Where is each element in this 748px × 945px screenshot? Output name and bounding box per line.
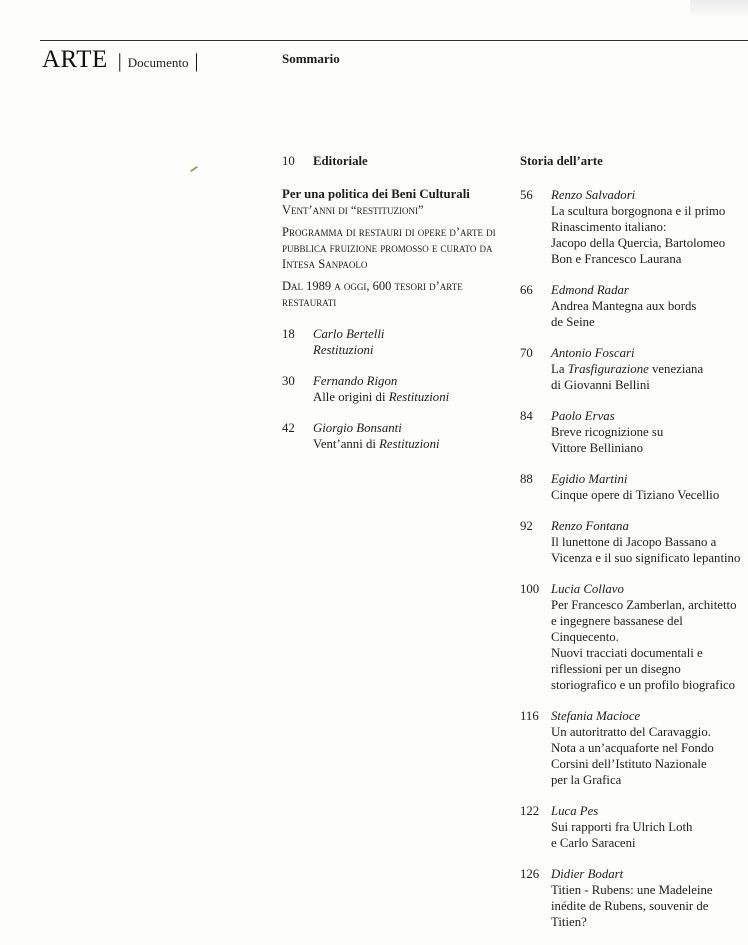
entry-title-line: per la Grafica (551, 773, 622, 787)
entry-title-line: e Carlo Saraceni (551, 836, 636, 850)
toc-entry (520, 803, 748, 851)
feature-block (282, 186, 512, 310)
toc-entry (282, 373, 512, 405)
right-entries (520, 187, 748, 930)
pen-mark (190, 166, 198, 172)
author-name: Renzo Fontana (551, 519, 629, 533)
author-name: Edmond Radar (551, 283, 629, 297)
entry-title-line: Rinascimento italiano: (551, 220, 667, 234)
entry-title-line: Per Francesco Zamberlan, architetto (551, 598, 737, 612)
feature-title: Per una politica dei Beni Culturali (282, 187, 470, 201)
page-number: 84 (520, 409, 533, 423)
toc-entry (520, 187, 748, 267)
editorial-label: Editoriale (313, 154, 368, 168)
brand-title: ARTE (42, 46, 108, 73)
author-name: Luca Pes (551, 804, 599, 818)
author-name: Lucia Collavo (551, 582, 624, 596)
entry-title: Alle origini di Restituzioni (313, 390, 450, 404)
entry-title-line: Titien? (551, 915, 587, 929)
entry-title-line: Nota a un’acquaforte nel Fondo (551, 741, 714, 755)
page-number: 116 (520, 709, 539, 723)
author-name: Renzo Salvadori (551, 188, 636, 202)
left-entries (282, 326, 512, 452)
page-number: 18 (282, 327, 295, 341)
left-column (282, 153, 512, 467)
entry-title-line: Titien - Rubens: une Madeleine (551, 883, 713, 897)
running-header (42, 46, 198, 74)
divider-bar: | (194, 50, 199, 72)
toc-entry (520, 708, 748, 788)
entry-title-line: Vicenza e il suo significato lepantino (551, 551, 741, 565)
scan-shadow (690, 0, 748, 18)
author-name: Didier Bodart (551, 867, 624, 881)
editorial-entry (282, 153, 512, 169)
page-number: 30 (282, 374, 295, 388)
right-column (520, 153, 748, 945)
author-name: Carlo Bertelli (313, 327, 385, 341)
feature-program: Programma di restauri di opere d’arte di pubblica fruizione promosso e curato da Intesa Sanpaolo (282, 225, 496, 271)
entry-title-line: Cinquecento. (551, 630, 619, 644)
section-heading: Storia dell’arte (520, 154, 603, 168)
page-number: 122 (520, 804, 540, 818)
toc-entry (282, 420, 512, 452)
page-number: 100 (520, 582, 540, 596)
entry-title-line: Bon e Francesco Laurana (551, 252, 682, 266)
feature-subtitle: Vent’anni di “restituzioni” (282, 203, 424, 217)
author-name: Fernando Rigon (313, 374, 398, 388)
feature-summary: Dal 1989 a oggi, 600 tesori d’arte restaurati (282, 279, 463, 309)
page-number: 66 (520, 283, 533, 297)
toc-entry (520, 408, 748, 456)
entry-title-line: La scultura borgognona e il primo (551, 204, 726, 218)
page-number: 10 (282, 154, 295, 168)
entry-title-line: riflessioni per un disegno (551, 662, 681, 676)
toc-entry (520, 866, 748, 930)
page-number: 92 (520, 519, 533, 533)
toc-entry (282, 326, 512, 358)
page-number: 88 (520, 472, 533, 486)
entry-title: Restituzioni (313, 343, 374, 357)
page-number: 42 (282, 421, 295, 435)
toc-entry (520, 581, 748, 693)
toc-entry (520, 282, 748, 330)
entry-title-line: Corsini dell’Istituto Nazionale (551, 757, 707, 771)
entry-title: Vent’anni di Restituzioni (313, 437, 440, 451)
entry-title-line: di Giovanni Bellini (551, 378, 650, 392)
entry-title-line: Il lunettone di Jacopo Bassano a (551, 535, 717, 549)
page-number: 126 (520, 867, 540, 881)
entry-title-line: Jacopo della Quercia, Bartolomeo (551, 236, 726, 250)
entry-title-line: de Seine (551, 315, 595, 329)
author-name: Paolo Ervas (551, 409, 615, 423)
entry-title-line: inédite de Rubens, souvenir de (551, 899, 709, 913)
author-name: Giorgio Bonsanti (313, 421, 402, 435)
page-number: 56 (520, 188, 533, 202)
entry-title-line: Cinque opere di Tiziano Vecellio (551, 488, 720, 502)
entry-title-line: Un autoritratto del Caravaggio. (551, 725, 711, 739)
section-label: Documento (127, 55, 189, 70)
entry-title-line: Breve ricognizione su (551, 425, 664, 439)
page-title: Sommario (282, 51, 340, 66)
divider-bar: | (117, 50, 122, 72)
page-number: 70 (520, 346, 533, 360)
toc-entry (520, 471, 748, 503)
entry-title-line: Sui rapporti fra Ulrich Loth (551, 820, 693, 834)
author-name: Antonio Foscari (551, 346, 635, 360)
entry-title-line: e ingegnere bassanese del (551, 614, 683, 628)
author-name: Stefania Macioce (551, 709, 641, 723)
entry-title-line: storiografico e un profilo biografico (551, 678, 736, 692)
header-rule (40, 40, 748, 41)
author-name: Egidio Martini (551, 472, 628, 486)
entry-title-line: Vittore Belliniano (551, 441, 643, 455)
toc-entry (520, 345, 748, 393)
entry-title-line: La Trasfigurazione veneziana (551, 362, 704, 376)
entry-title-line: Nuovi tracciati documentali e (551, 646, 703, 660)
toc-entry (520, 518, 748, 566)
entry-title-line: Andrea Mantegna aux bords (551, 299, 697, 313)
